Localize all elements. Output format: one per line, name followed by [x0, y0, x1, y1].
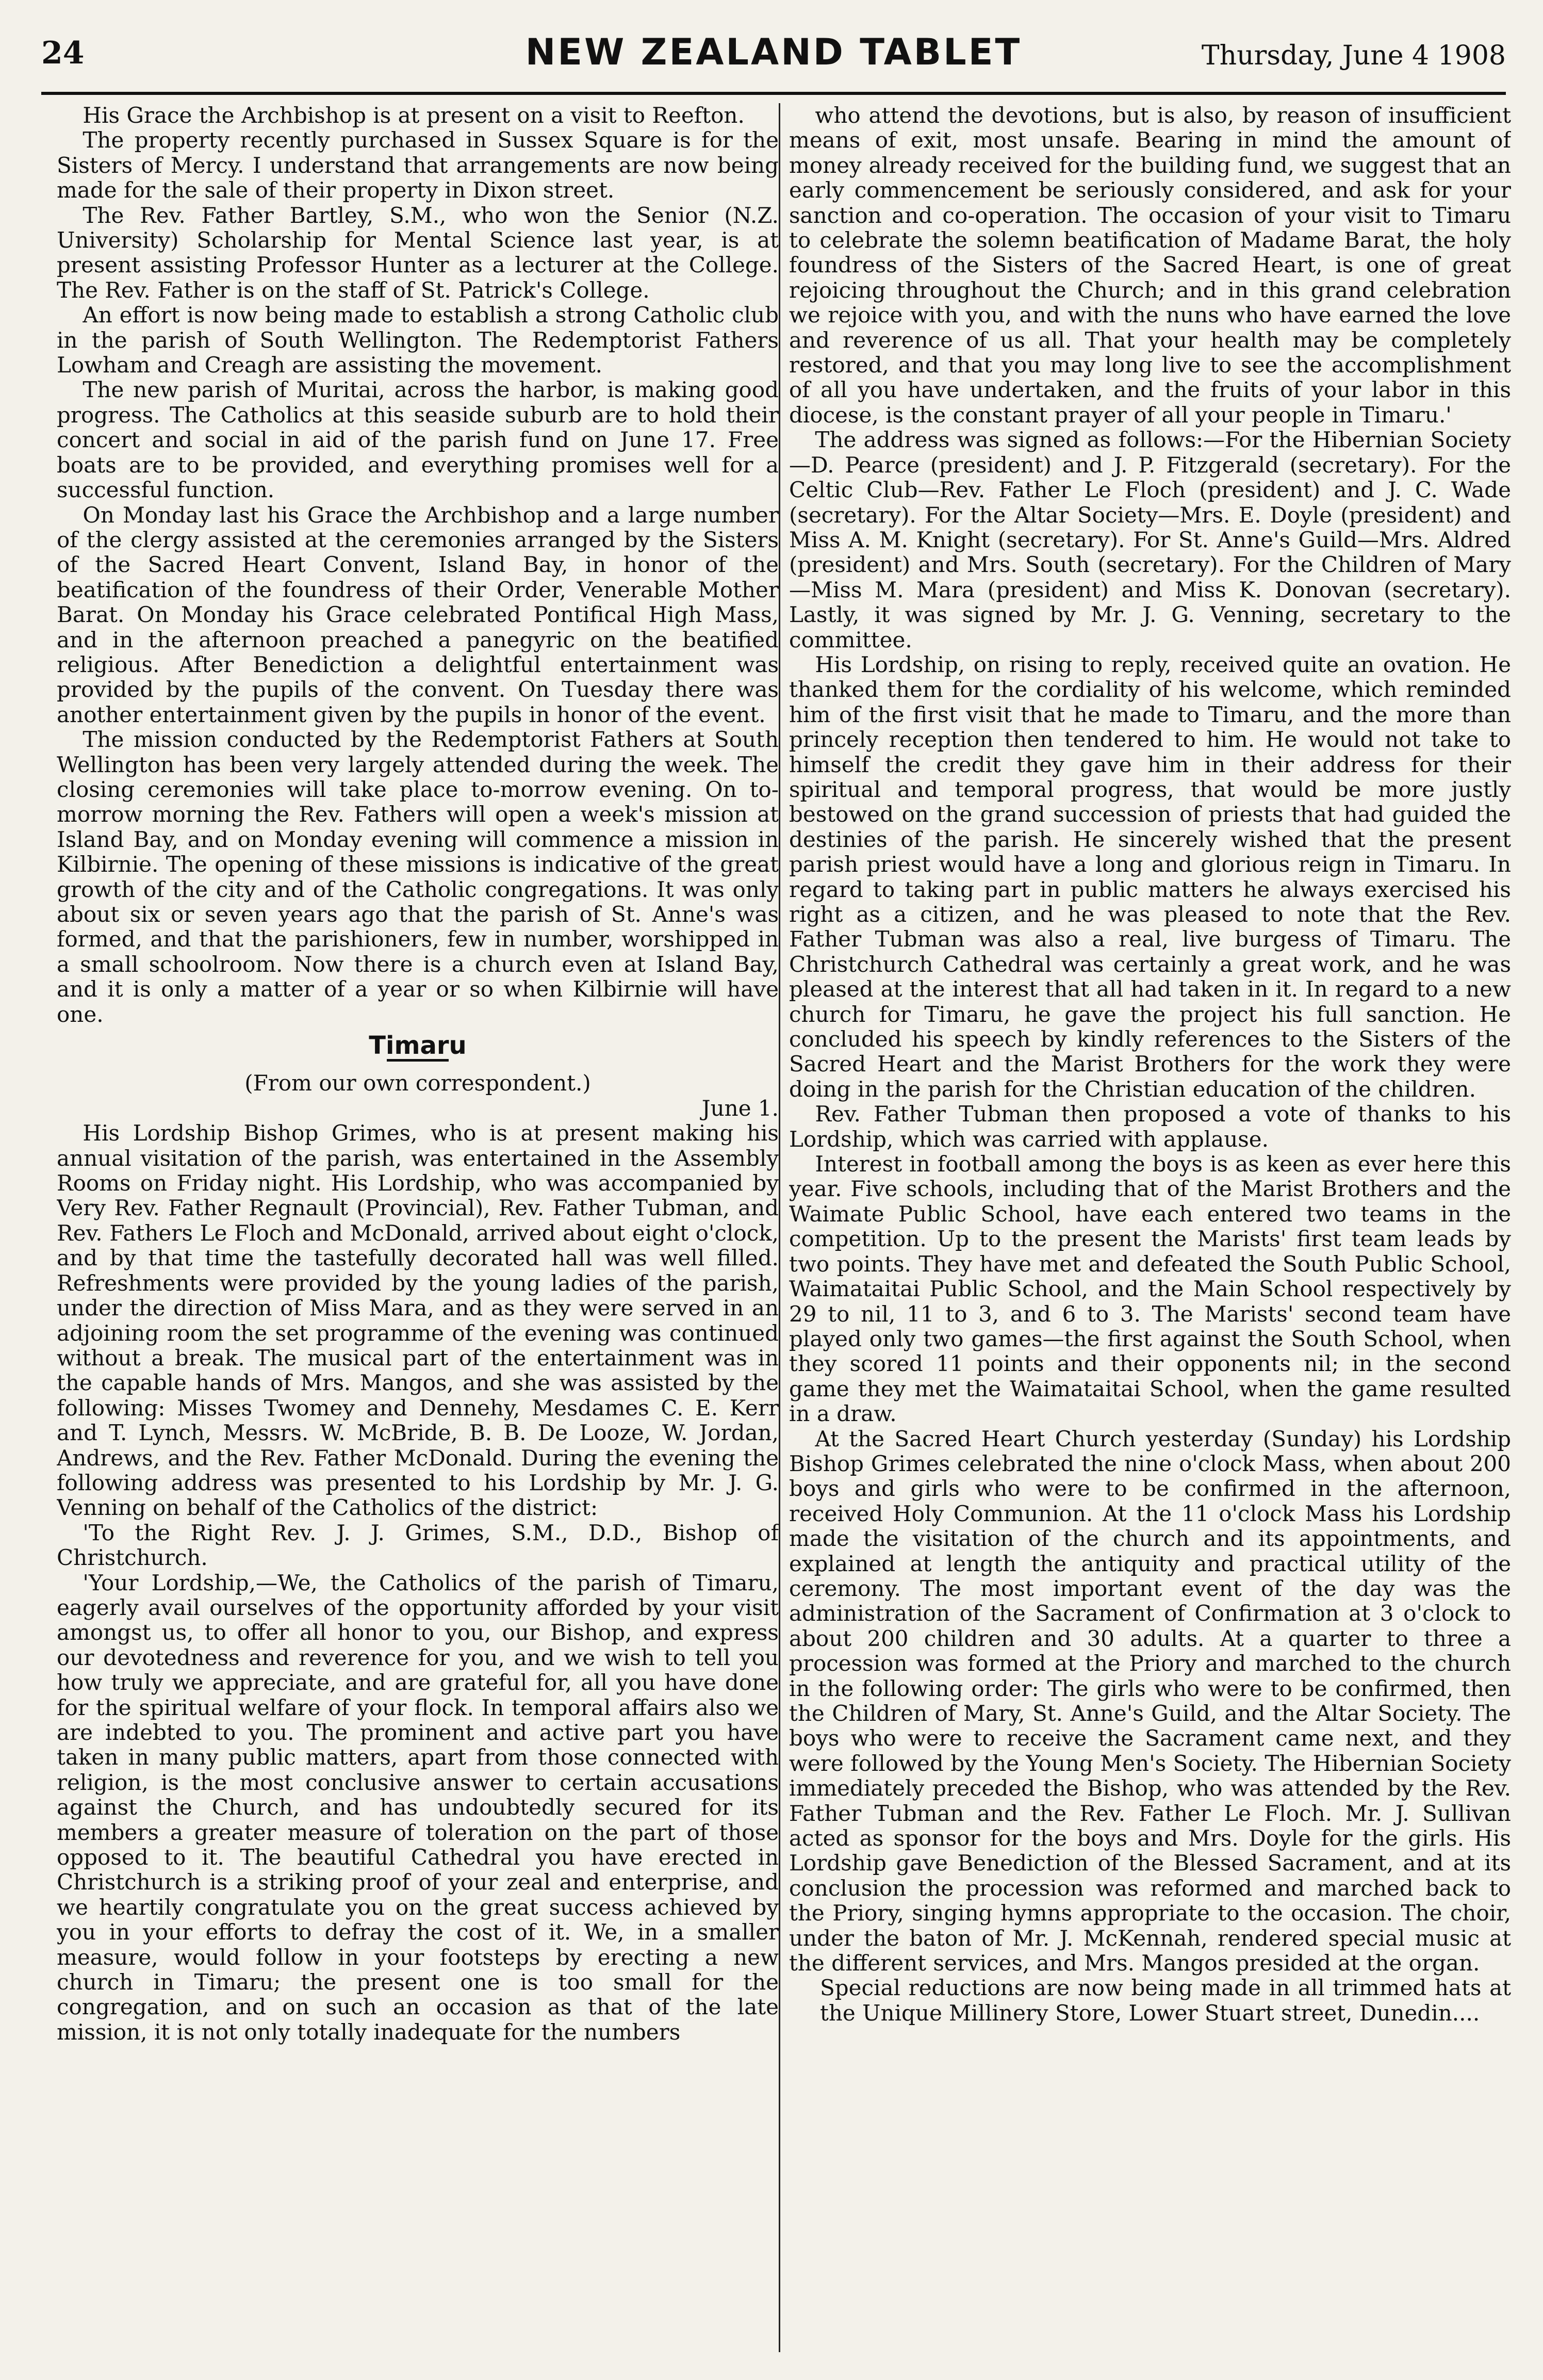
masthead: NEW ZEALAND TABLET: [525, 31, 1022, 73]
paragraph: The property recently purchased in Sussex Square is for the Sisters of Mercy. I understand that arrangements are now being made for the sale of their property in Dixon street.: [57, 127, 779, 203]
left-column: [57, 103, 779, 2362]
paragraph: An effort is now being made to establish a strong Catholic club in the parish of South Wellington. The Redemptorist Fathers Lowham and Creagh are assisting the movement.: [57, 302, 779, 378]
paragraph: The Rev. Father Bartley, S.M., who won the Senior (N.Z. University) Scholarship for Mental Science last year, is at present assisting Professor Hunter as a lecturer at the College. The Rev. Father is on the staff of St. Patrick's College.: [57, 202, 779, 303]
paragraph: who attend the devotions, but is also, by reason of insufficient means of exit, most unsafe. Bearing in mind the amount of money already received for the building fund, we suggest that an early commencement be seriously considered, and ask for your sanction and co-operation. The occasion of your visit to Timaru to celebrate the solemn beatification of Madame Barat, the holy foundress of the Sisters of the Sacred Heart, is one of great rejoicing throughout the Church; and in this grand celebration we rejoice with you, and with the nuns who have earned the love and reverence of us all. That your health may be completely restored, and that you may long live to see the accomplishment of all you have undertaken, and the fruits of your labor in this diocese, is the constant prayer of all your people in Timaru.': [789, 103, 1511, 428]
header-rule: [41, 92, 1506, 95]
page-header: [41, 31, 1506, 88]
paragraph: His Lordship Bishop Grimes, who is at present making his annual visitation of the parish, was entertained in the Assembly Rooms on Friday night. His Lordship, who was accompanied by Very Rev. Father Regnault (Provincial), Rev. Father Tubman, and Rev. Fathers Le Floch and McDonald, arrived about eight o'clock, and by that time the tastefully decorated hall was well filled. Refreshments were provided by the young ladies of the parish, under the direction of Miss Mara, and as they were served in an adjoining room the set programme of the evening was continued without a break. The musical part of the entertainment was in the capable hands of Mrs. Mangos, and she was assisted by the following: Misses Twomey and Dennehy, Mesdames C. E. Kerr and T. Lynch, Messrs. W. McBride, B. B. De Looze, W. Jordan, Andrews, and the Rev. Father McDonald. During the evening the following address was presented to his Lordship by Mr. J. G. Venning on behalf of the Catholics of the district:: [57, 1120, 779, 1521]
correspondent-line: (From our own correspondent.): [244, 1070, 591, 1096]
paragraph: 'To the Right Rev. J. J. Grimes, S.M., D.D., Bishop of Christchurch.: [57, 1520, 779, 1571]
issue-date: Thursday, June 4 1908: [1201, 40, 1506, 71]
paragraph: At the Sacred Heart Church yesterday (Sunday) his Lordship Bishop Grimes celebrated the nine o'clock Mass, when about 200 boys and girls who were to be confirmed in the afternoon, received Holy Communion. At the 11 o'clock Mass his Lordship made the visitation of the church and its appointments, and explained at length the antiquity and practical utility of the ceremony. The most important event of the day was the administration of the Sacrament of Confirmation at 3 o'clock to about 200 children and 30 adults. At a quarter to three a procession was formed at the Priory and marched to the church in the following order: The girls who were to be confirmed, then the Children of Mary, St. Anne's Guild, and the Altar Society. The boys who were to receive the Sacrament came next, and they were followed by the Young Men's Society. The Hibernian Society immediately preceded the Bishop, who was attended by the Rev. Father Tubman and the Rev. Father Le Floch. Mr. J. Sullivan acted as sponsor for the boys and Mrs. Doyle for the girls. His Lordship gave Benediction of the Blessed Sacrament, and at its conclusion the procession was reformed and marched back to the Priory, singing hymns appropriate to the occasion. The choir, under the baton of Mr. J. McKennah, rendered special music at the different services, and Mrs. Mangos presided at the organ.: [789, 1426, 1511, 1976]
paragraph: Rev. Father Tubman then proposed a vote of thanks to his Lordship, which was carried with applause.: [789, 1101, 1511, 1152]
page-number: 24: [41, 35, 85, 71]
column-divider: [779, 103, 780, 2352]
right-column: [789, 103, 1511, 2362]
dateline: June 1.: [701, 1095, 779, 1121]
paragraph: His Lordship, on rising to reply, received quite an ovation. He thanked them for the cordiality of his welcome, which reminded him of the first visit that he made to Timaru, and the more than princely reception then tendered to him. He would not take to himself the credit they gave him in their address for their spiritual and temporal progress, that would be more justly bestowed on the grand succession of priests that had guided the destinies of the parish. He sincerely wished that the present parish priest would have a long and glorious reign in Timaru. In regard to taking part in public matters he always exercised his right as a citizen, and he was pleased to note that the Rev. Father Tubman was also a real, live burgess of Timaru. The Christchurch Cathedral was certainly a great work, and he was pleased at the interest that all had taken in it. In regard to a new church for Timaru, he gave the project his full sanction. He concluded his speech by kindly references to the Sisters of the Sacred Heart and the Marist Brothers for the work they were doing in the parish for the Christian education of the children.: [789, 651, 1511, 1102]
paragraph: His Grace the Archbishop is at present on a visit to Reefton.: [83, 103, 745, 128]
paragraph: 'Your Lordship,—We, the Catholics of the parish of Timaru, eagerly avail ourselves of the opportunity afforded by your visit amongst us, to offer all honor to you, our Bishop, and express our devotedness and reverence for you, and we wish to tell you how truly we appreciate, and are grateful for, all you have done for the spiritual welfare of your flock. In temporal affairs also we are indebted to you. The prominent and active part you have taken in many public matters, apart from those connected with religion, is the most conclusive answer to certain accusations against the Church, and has undoubtedly secured for its members a greater measure of toleration on the part of those opposed to it. The beautiful Cathedral you have erected in Christchurch is a striking proof of your zeal and enterprise, and we heartily congratulate you on the great success achieved by you in your efforts to defray the cost of it. We, in a smaller measure, would follow in your footsteps by erecting a new church in Timaru; the present one is too small for the congregation, and on such an occasion as that of the late mission, it is not only totally inadequate for the numbers: [57, 1570, 779, 2045]
advertisement: Special reductions are now being made in all trimmed hats at the Unique Millinery Store, Lower Stuart street, Dunedin....: [820, 1975, 1511, 2026]
paragraph: The new parish of Muritai, across the harbor, is making good progress. The Catholics at this seaside suburb are to hold their concert and social in aid of the parish fund on June 17. Free boats are to be provided, and everything promises well for a successful function.: [57, 377, 779, 503]
paragraph: On Monday last his Grace the Archbishop and a large number of the clergy assisted at the ceremonies arranged by the Sisters of the Sacred Heart Convent, Island Bay, in honor of the beatification of the foundress of their Order, Venerable Mother Barat. On Monday his Grace celebrated Pontifical High Mass, and in the afternoon preached a panegyric on the beatified religious. After Benediction a delightful entertainment was provided by the pupils of the convent. On Tuesday there was another entertainment given by the pupils in honor of the event.: [57, 502, 779, 727]
paragraph: The address was signed as follows:—For the Hibernian Society—D. Pearce (president) and J. P. Fitzgerald (secretary). For the Celtic Club—Rev. Father Le Floch (president) and J. C. Wade (secretary). For the Altar Society—Mrs. E. Doyle (president) and Miss A. M. Knight (secretary). For St. Anne's Guild—Mrs. Aldred (president) and Mrs. South (secretary). For the Children of Mary—Miss M. Mara (president) and Miss K. Donovan (secretary). Lastly, it was signed by Mr. J. G. Venning, secretary to the committee.: [789, 427, 1511, 653]
paragraph: Interest in football among the boys is as keen as ever here this year. Five schools, including that of the Marist Brothers and the Waimate Public School, have each entered two teams in the competition. Up to the present the Marists' first team leads by two points. They have met and defeated the South Public School, Waimataitai Public School, and the Main School respectively by 29 to nil, 11 to 3, and 6 to 3. The Marists' second team have played only two games—the first against the South School, when they scored 11 points and their opponents nil; in the second game they met the Waimataitai School, when the game resulted in a draw.: [789, 1151, 1511, 1427]
section-title-timaru: Timaru: [369, 1031, 467, 1061]
paragraph: The mission conducted by the Redemptorist Fathers at South Wellington has been very largely attended during the week. The closing ceremonies will take place to-morrow evening. On to-morrow morning the Rev. Fathers will open a week's mission at Island Bay, and on Monday evening will commence a mission in Kilbirnie. The opening of these missions is indicative of the great growth of the city and of the Catholic congregations. It was only about six or seven years ago that the parish of St. Anne's was formed, and that the parishioners, few in number, worshipped in a small schoolroom. Now there is a church even at Island Bay, and it is only a matter of a year or so when Kilbirnie will have one.: [57, 727, 779, 1027]
